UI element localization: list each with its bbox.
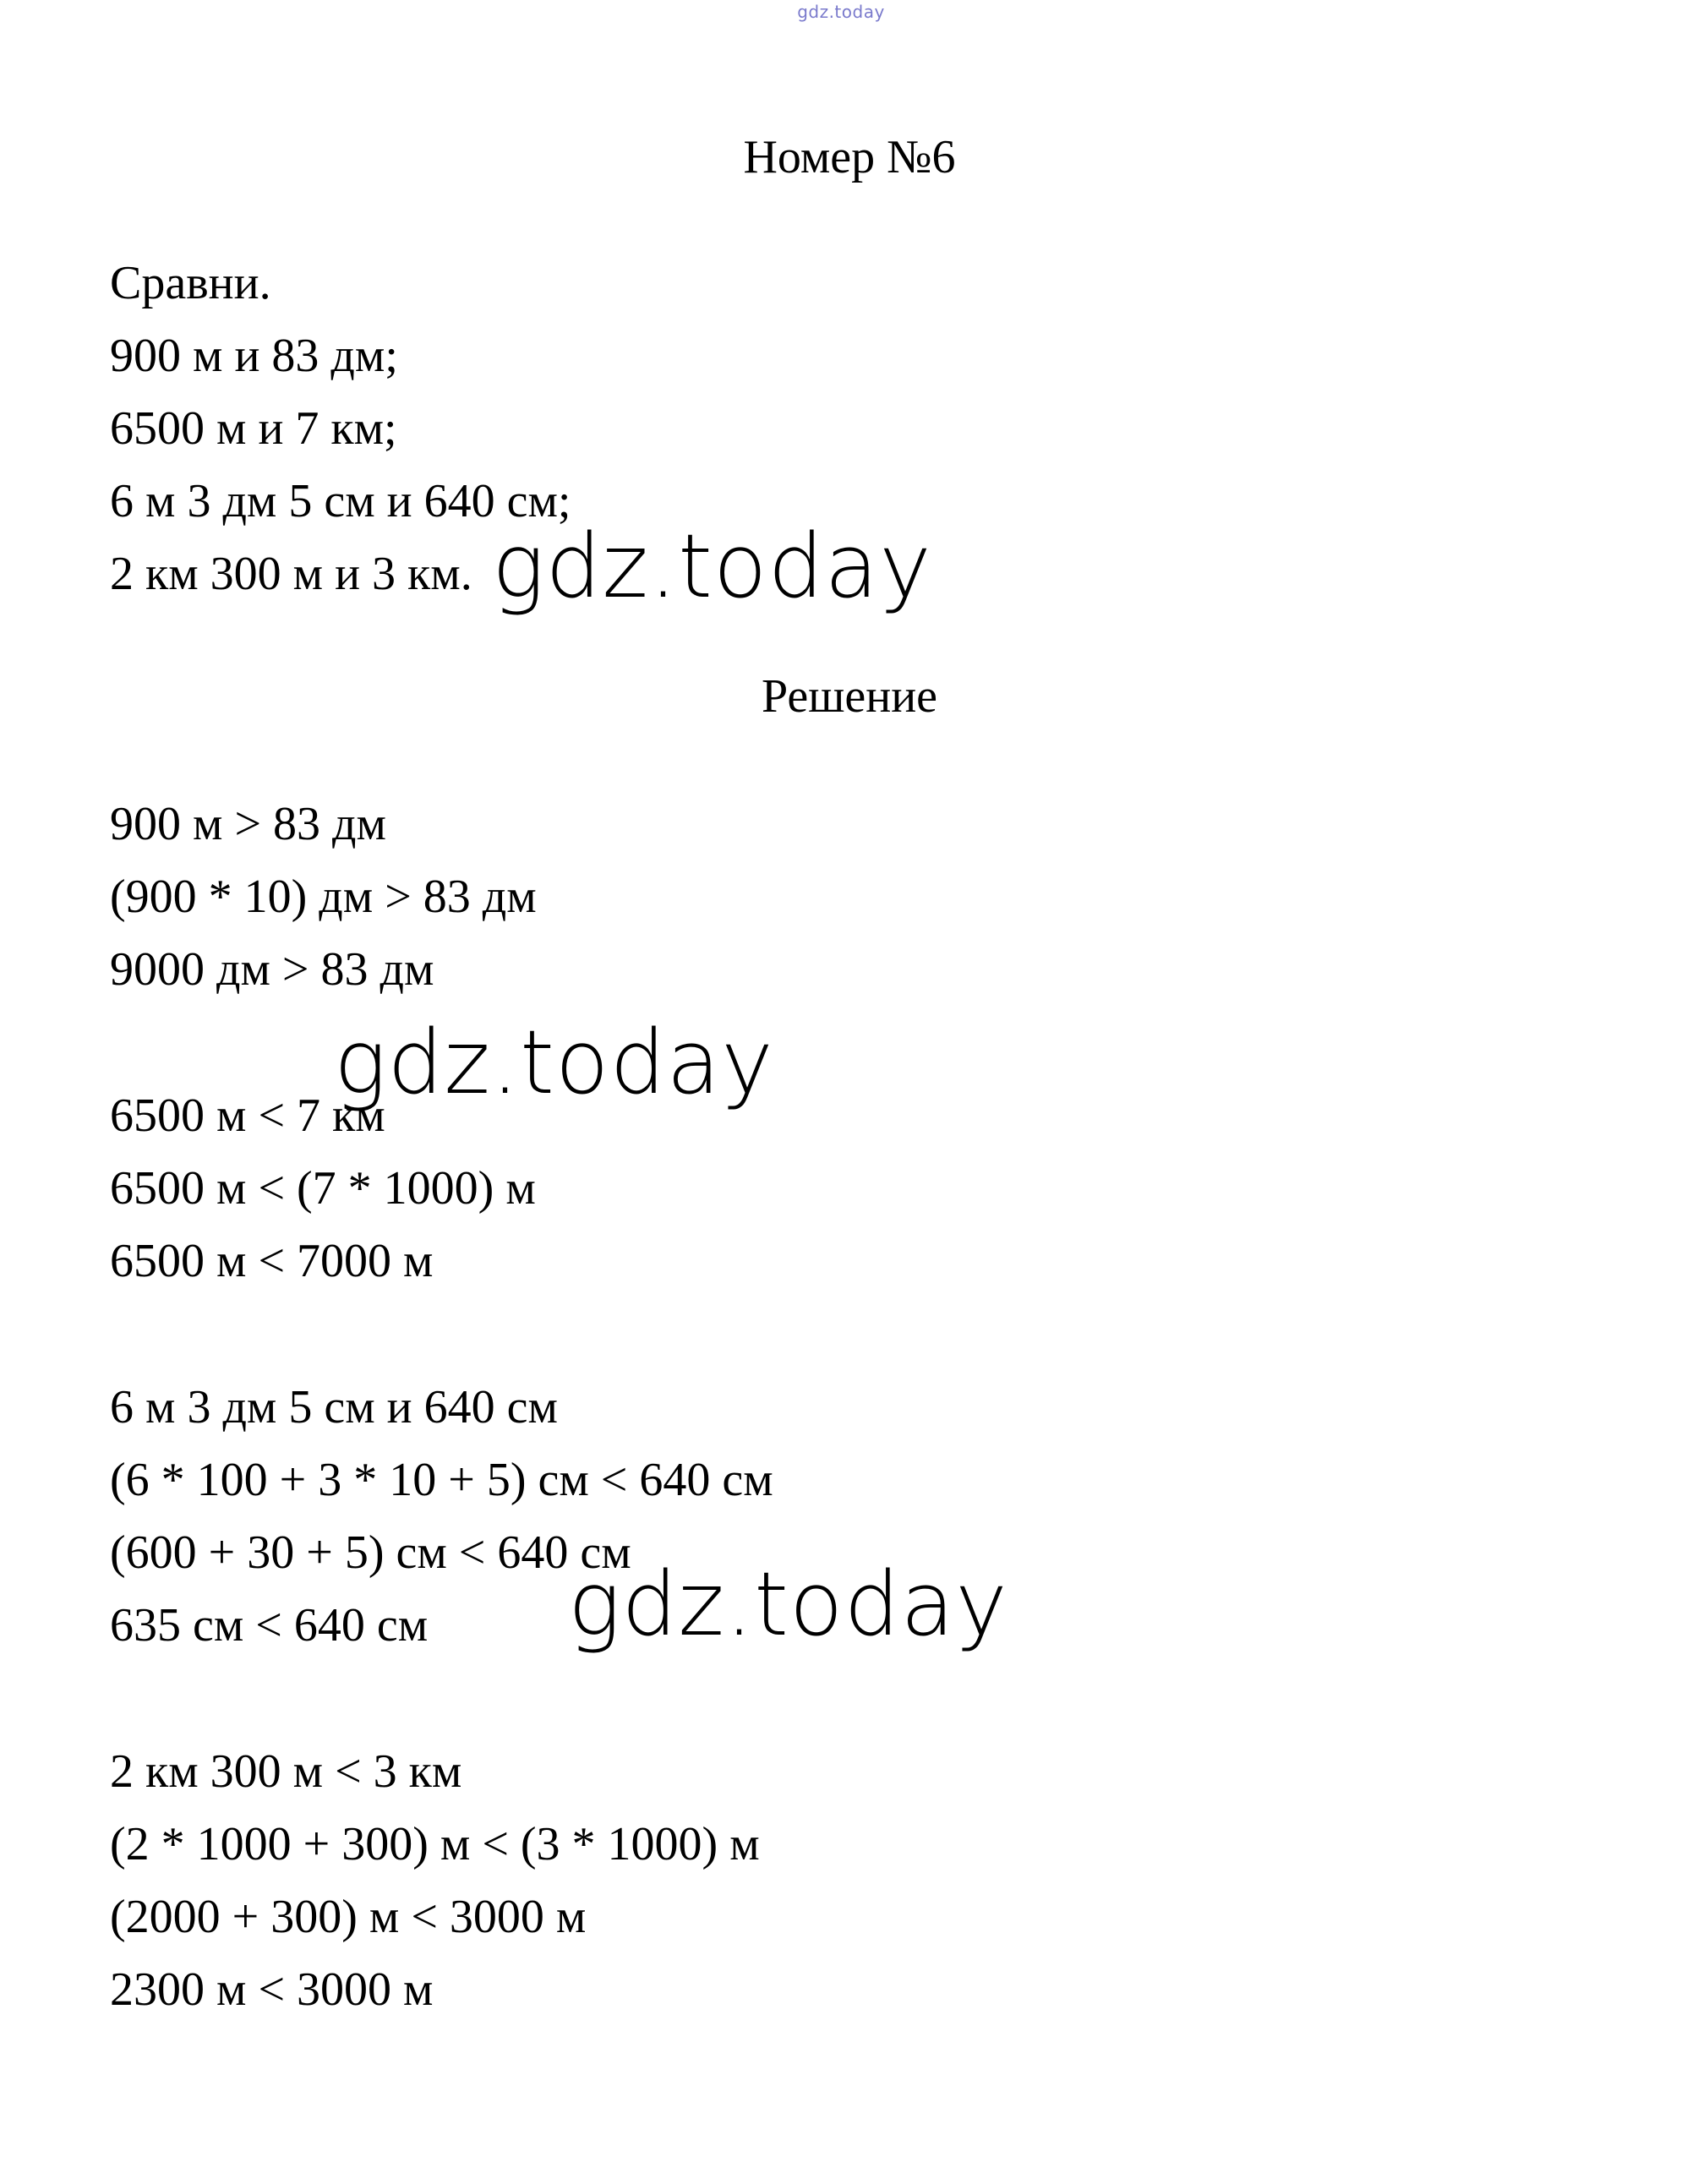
solution-line: (900 * 10) дм > 83 дм xyxy=(110,871,537,923)
watermark-1: gdz.today xyxy=(492,515,932,618)
solution-line: (2 * 1000 + 300) м < (3 * 1000) м xyxy=(110,1818,760,1870)
solution-line: 900 м > 83 дм xyxy=(110,798,386,850)
solution-line: 6500 м < 7 км xyxy=(110,1089,385,1142)
task-prompt: Сравни. xyxy=(110,257,271,309)
watermark-3: gdz.today xyxy=(568,1553,1008,1656)
task-item-3: 6 м 3 дм 5 см и 640 см; xyxy=(110,475,571,527)
solution-line: (6 * 100 + 3 * 10 + 5) см < 640 см xyxy=(110,1454,773,1506)
solution-heading: Решение xyxy=(761,670,938,723)
task-item-4: 2 км 300 м и 3 км. xyxy=(110,548,472,600)
solution-line: 6500 м < (7 * 1000) м xyxy=(110,1162,536,1215)
task-item-1: 900 м и 83 дм; xyxy=(110,330,398,382)
solution-line: 635 см < 640 см xyxy=(110,1599,429,1652)
task-item-2: 6500 м и 7 км; xyxy=(110,402,397,455)
solution-line: (600 + 30 + 5) см < 640 см xyxy=(110,1526,631,1579)
solution-line: 6500 м < 7000 м xyxy=(110,1235,434,1287)
solution-line: 6 м 3 дм 5 см и 640 см xyxy=(110,1381,558,1433)
solution-line: 2 км 300 м < 3 км xyxy=(110,1745,462,1798)
watermark-2: gdz.today xyxy=(334,1011,774,1114)
page-title: Номер №6 xyxy=(743,131,956,183)
top-watermark: gdz.today xyxy=(797,2,885,22)
solution-line: 2300 м < 3000 м xyxy=(110,1963,434,2016)
solution-line: 9000 дм > 83 дм xyxy=(110,943,434,996)
solution-line: (2000 + 300) м < 3000 м xyxy=(110,1891,587,1943)
